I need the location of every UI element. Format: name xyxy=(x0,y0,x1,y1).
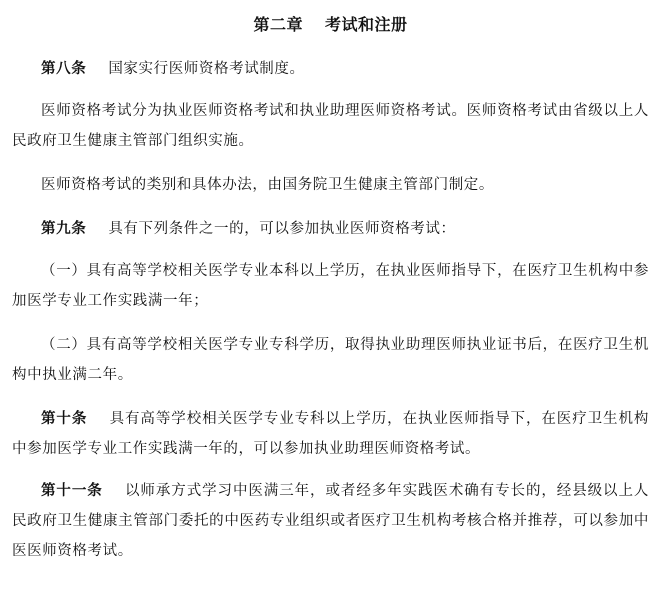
paragraph-text: （二）具有高等学校相关医学专业专科学历，取得执业助理医师执业证书后，在医疗卫生机构中执业满二年。 xyxy=(12,337,649,383)
paragraph-text: 具有下列条件之一的，可以参加执业医师资格考试： xyxy=(108,221,456,237)
article-10-paragraph xyxy=(12,404,649,464)
paragraph-text: 以师承方式学习中医满三年，或者经多年实践医术确有专长的，经县级以上人民政府卫生健康主管部门委托的中医药专业组织或者医疗卫生机构考核合格并推荐，可以参加中医医师资格考试。 xyxy=(12,483,649,559)
article-11-paragraph xyxy=(12,476,649,566)
article-label: 第九条 xyxy=(41,221,87,237)
paragraph-text: 医师资格考试分为执业医师资格考试和执业助理医师资格考试。医师资格考试由省级以上人民政府卫生健康主管部门组织实施。 xyxy=(12,103,649,149)
chapter-number: 第二章 xyxy=(253,15,303,34)
article-9-paragraph xyxy=(12,214,649,244)
paragraph xyxy=(12,170,649,200)
paragraph-text: （一）具有高等学校相关医学专业本科以上学历，在执业医师指导下，在医疗卫生机构中参加医学专业工作实践满一年； xyxy=(12,263,649,309)
paragraph xyxy=(12,96,649,156)
chapter-name: 考试和注册 xyxy=(325,15,408,34)
paragraph-text: 具有高等学校相关医学专业专科以上学历，在执业医师指导下，在医疗卫生机构中参加医学专业工作实践满一年的，可以参加执业助理医师资格考试。 xyxy=(12,411,649,457)
paragraph xyxy=(12,330,649,390)
paragraph-text: 医师资格考试的类别和具体办法，由国务院卫生健康主管部门制定。 xyxy=(41,177,494,193)
article-label: 第十一条 xyxy=(41,483,103,499)
article-label: 第十条 xyxy=(41,411,88,427)
article-label: 第八条 xyxy=(41,61,87,77)
chapter-title xyxy=(12,14,649,36)
article-8-paragraph xyxy=(12,54,649,84)
paragraph xyxy=(12,256,649,316)
paragraph-text: 国家实行医师资格考试制度。 xyxy=(108,61,305,77)
